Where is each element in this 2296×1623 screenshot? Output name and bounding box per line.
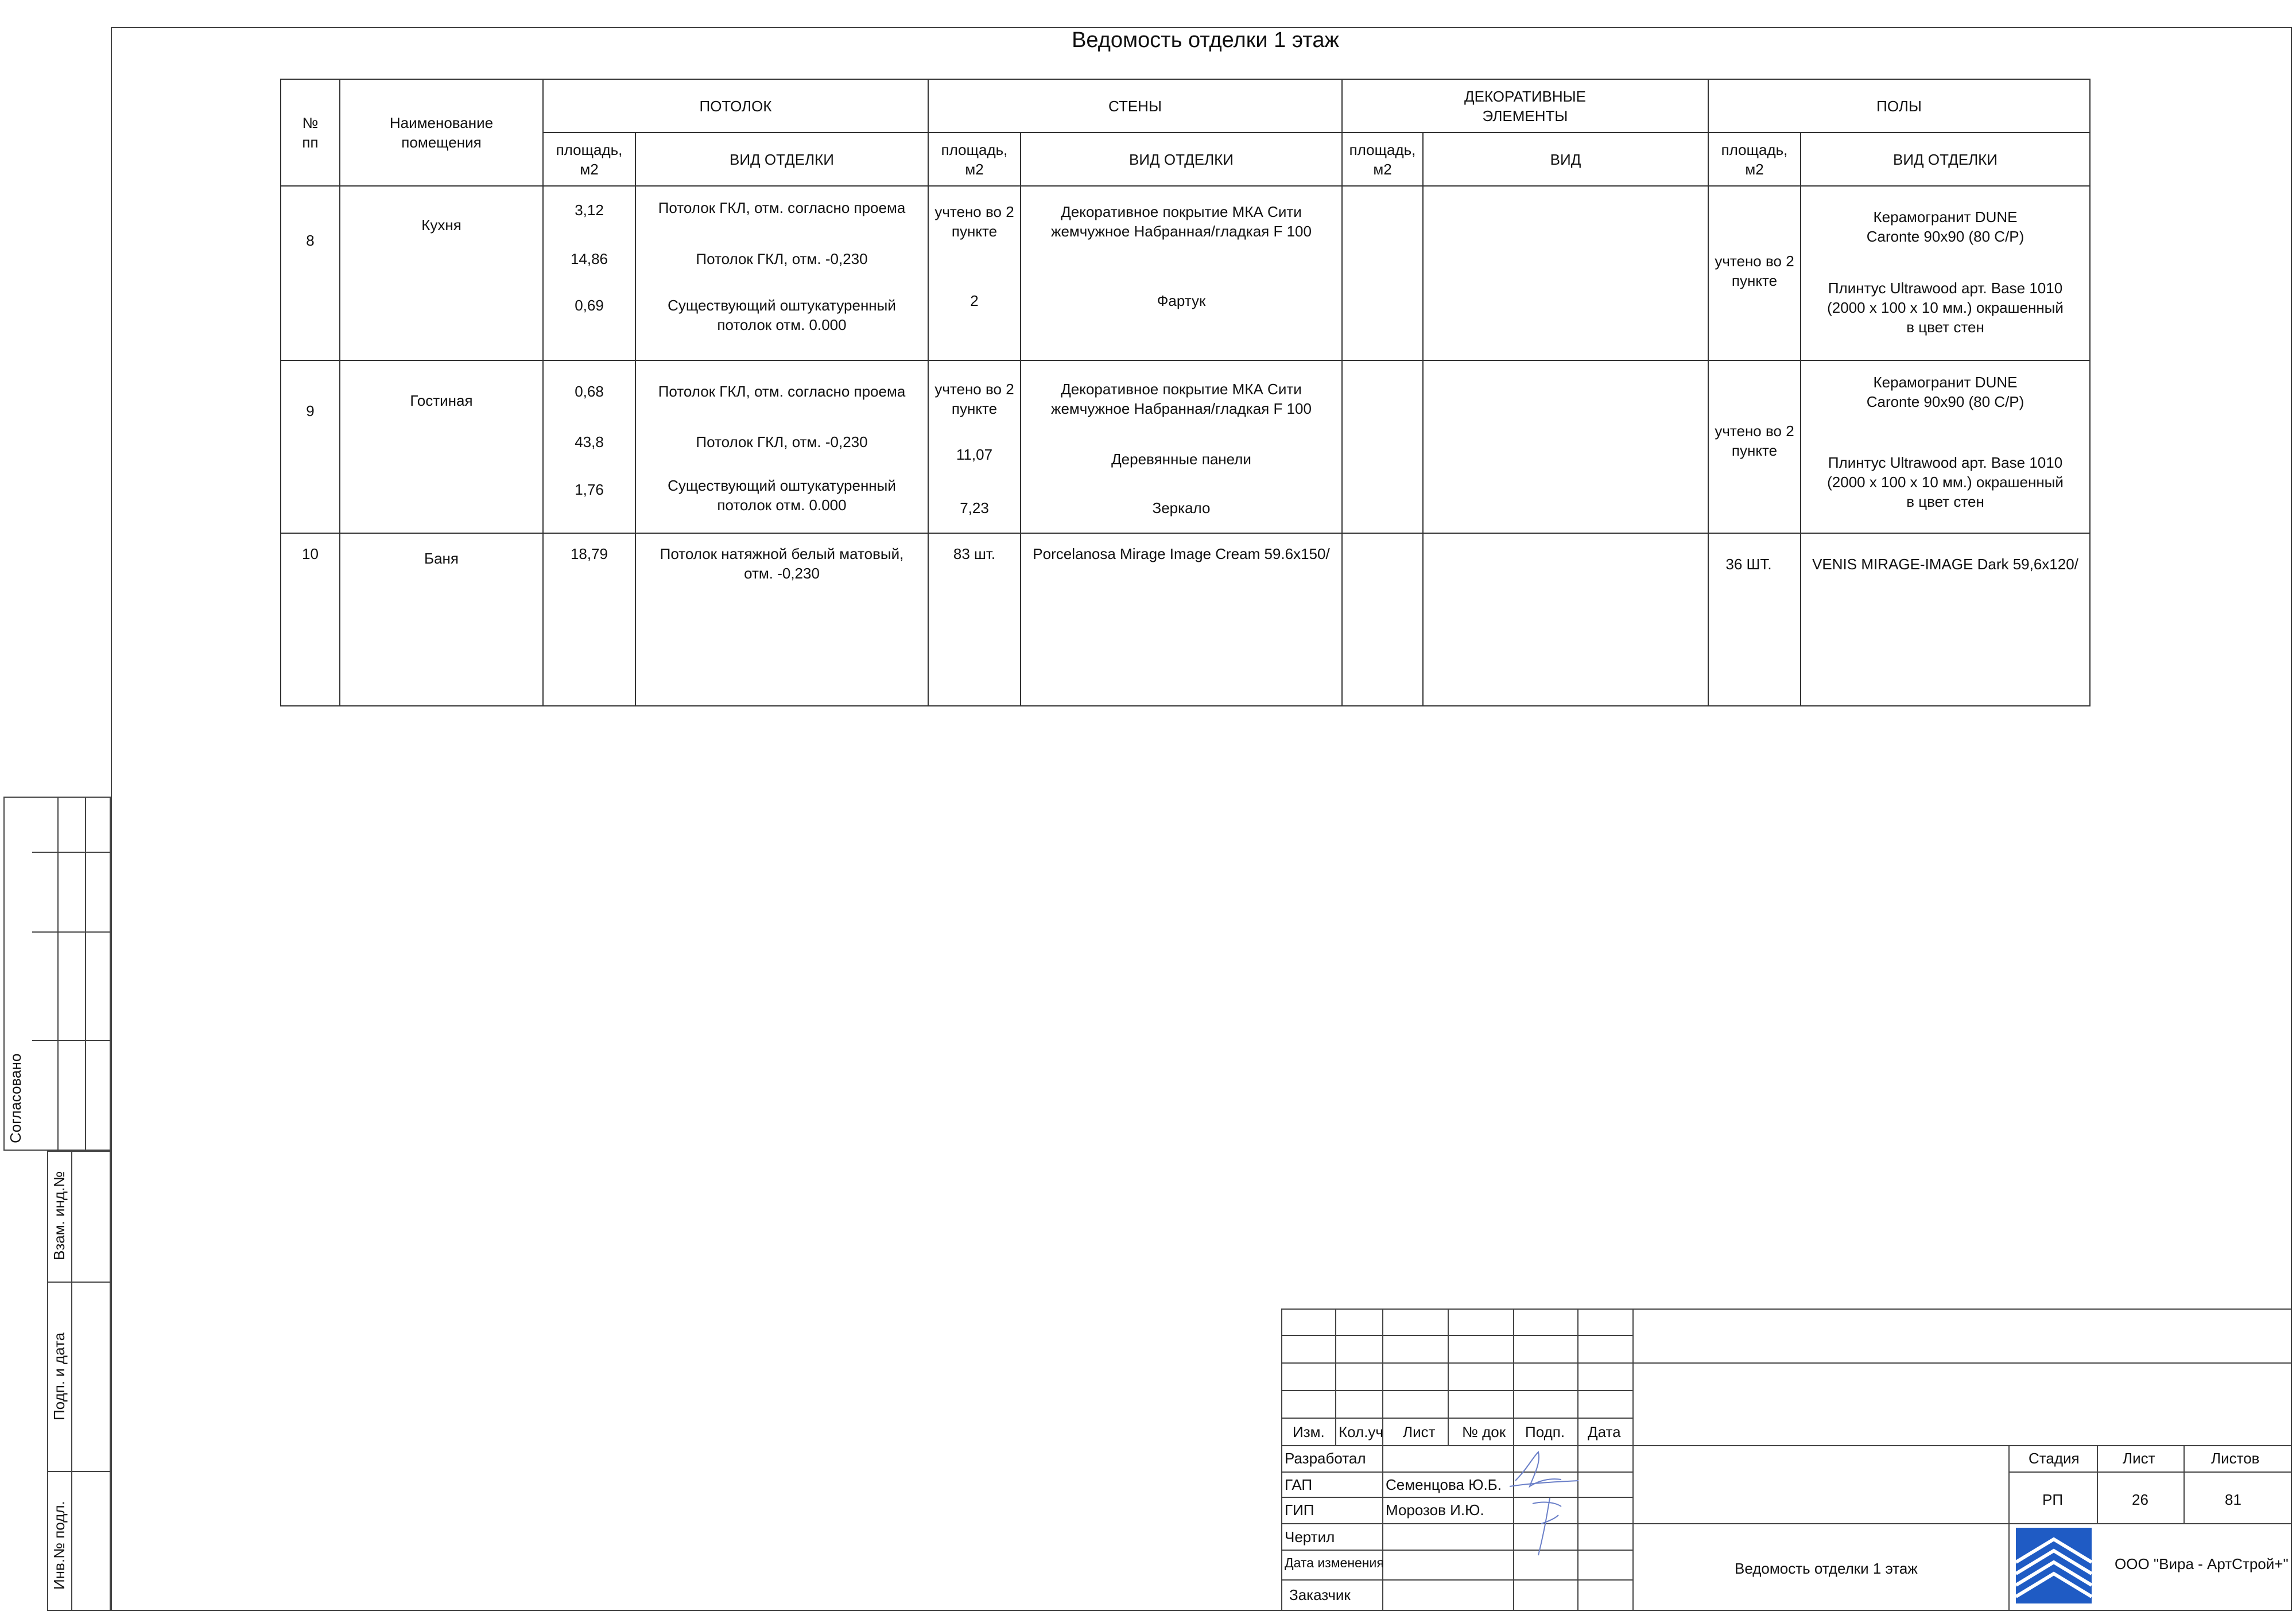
- floors-area: учтено во 2 пункте: [1715, 253, 1794, 289]
- decor-type: [1423, 186, 1708, 360]
- header-floors-finish: ВИД ОТДЕЛКИ: [1801, 133, 2090, 186]
- tb-col-kol: Кол.уч: [1339, 1423, 1383, 1440]
- header-name: Наименование помещения: [340, 79, 543, 186]
- ceiling-finish: Потолок ГКЛ, отм. согласно проема: [658, 383, 906, 400]
- ceiling-area: 0,69: [575, 297, 604, 314]
- ceiling-finish: Потолок натяжной белый матовый, отм. -0,230: [660, 545, 904, 582]
- walls-finish: Декоративное покрытие МКА Сити жемчужное Набранная/гладкая F 100: [1051, 203, 1312, 240]
- floors-area: 36 ШТ.: [1725, 556, 1772, 573]
- agreed-stamp-col: [57, 797, 86, 1151]
- walls-finish: Porcelanosa Mirage Image Cream 59.6x150/: [1033, 545, 1330, 562]
- signature-gap: [1498, 1446, 1584, 1498]
- tb-stage-value: РП: [2042, 1491, 2064, 1508]
- table-row: [281, 360, 2090, 533]
- room-name: Баня: [424, 550, 459, 567]
- tb-sheets-label: Листов: [2211, 1450, 2260, 1467]
- tb-role-customer: Заказчик: [1289, 1586, 1351, 1603]
- walls-finish: Фартук: [1157, 292, 1206, 309]
- ceiling-area: 1,76: [575, 481, 604, 498]
- row-num: 10: [302, 545, 319, 562]
- decor-type: [1423, 533, 1708, 706]
- ceiling-area: 0,68: [575, 383, 604, 400]
- tb-role-gip: ГИП: [1285, 1501, 1314, 1519]
- title-block: [1281, 1309, 2292, 1611]
- room-name: Гостиная: [410, 392, 473, 409]
- room-name: Кухня: [421, 216, 461, 234]
- floors-area: учтено во 2 пункте: [1715, 422, 1794, 459]
- tb-drawing-name: Ведомость отделки 1 этаж: [1735, 1560, 1918, 1577]
- ceiling-finish: Существующий оштукатуренный потолок отм. 0.000: [668, 297, 896, 333]
- finish-schedule-table: [280, 79, 2091, 706]
- walls-area: 11,07: [956, 446, 993, 463]
- tb-col-doc: № док: [1462, 1423, 1506, 1440]
- walls-area: учтено во 2 пункте: [934, 203, 1014, 240]
- walls-area: 83 шт.: [953, 545, 996, 562]
- tb-stage-label: Стадия: [2029, 1450, 2080, 1467]
- walls-area: 2: [970, 292, 979, 309]
- ceiling-area: 14,86: [570, 250, 608, 267]
- walls-finish: Деревянные панели: [1111, 451, 1251, 468]
- floors-finish: Керамогранит DUNE Caronte 90x90 (80 C/P): [1866, 374, 2024, 410]
- tb-gip-name: Морозов И.Ю.: [1386, 1501, 1484, 1519]
- ceiling-finish: Потолок ГКЛ, отм. -0,230: [696, 433, 868, 451]
- header-decor-type: ВИД: [1423, 133, 1708, 186]
- walls-area: 7,23: [960, 499, 989, 517]
- table-row: [281, 533, 2090, 706]
- table-row: [281, 186, 2090, 360]
- floors-finish: Керамогранит DUNE Caronte 90x90 (80 C/P): [1866, 208, 2024, 245]
- decor-area: [1342, 533, 1423, 706]
- tb-sheets-value: 81: [2225, 1491, 2241, 1508]
- tb-col-izm: Изм.: [1293, 1423, 1325, 1440]
- ceiling-area: 3,12: [575, 201, 604, 219]
- sheet-title: Ведомость отделки 1 этаж: [1072, 28, 1339, 52]
- header-decor: ДЕКОРАТИВНЫЕ ЭЛЕМЕНТЫ: [1342, 79, 1708, 133]
- ceiling-finish: Потолок ГКЛ, отм. -0,230: [696, 250, 868, 267]
- ceiling-area: 43,8: [575, 433, 604, 451]
- header-walls-area: площадь, м2: [928, 133, 1021, 186]
- ceiling-area: 18,79: [570, 545, 608, 562]
- decor-area: [1342, 360, 1423, 533]
- row-num: 8: [306, 232, 315, 249]
- header-ceiling: ПОТОЛОК: [543, 79, 928, 133]
- tb-role-drawn: Чертил: [1285, 1528, 1335, 1546]
- floors-finish: VENIS MIRAGE-IMAGE Dark 59,6x120/: [1812, 556, 2078, 573]
- inv-orig-label: Инв.№ подл.: [51, 1501, 68, 1590]
- tb-role-change-date: Дата изменения: [1285, 1555, 1384, 1570]
- walls-finish: Декоративное покрытие МКА Сити жемчужное Набранная/гладкая F 100: [1051, 380, 1312, 417]
- ceiling-finish: Существующий оштукатуренный потолок отм. 0.000: [668, 477, 896, 514]
- tb-role-developer: Разработал: [1285, 1450, 1366, 1467]
- header-ceiling-area: площадь, м2: [543, 133, 635, 186]
- header-decor-area: площадь, м2: [1342, 133, 1423, 186]
- company-logo: [2016, 1528, 2092, 1603]
- signature-gip: [1521, 1492, 1573, 1561]
- tb-sheet-label: Лист: [2123, 1450, 2155, 1467]
- tb-role-gap: ГАП: [1285, 1476, 1313, 1493]
- tb-col-sign: Подп.: [1525, 1423, 1565, 1440]
- ceiling-finish: Потолок ГКЛ, отм. согласно проема: [658, 199, 906, 216]
- floors-finish: Плинтус Ultrawood арт. Base 1010 (2000 х 100 х 10 мм.) окрашенный в цвет стен: [1827, 454, 2064, 510]
- header-floors: ПОЛЫ: [1708, 79, 2090, 133]
- walls-finish: Зеркало: [1152, 499, 1211, 517]
- header-floors-area: площадь, м2: [1708, 133, 1801, 186]
- tb-company: ООО "Вира - АртСтрой+": [2115, 1555, 2289, 1572]
- agreed-label: Согласовано: [7, 1053, 24, 1143]
- header-num: № пп: [281, 79, 340, 186]
- header-walls-finish: ВИД ОТДЕЛКИ: [1021, 133, 1342, 186]
- row-num: 9: [306, 402, 315, 420]
- sign-date-label: Подп. и дата: [51, 1332, 68, 1420]
- replace-inv-label: Взам. инд.№: [51, 1171, 68, 1260]
- walls-area: учтено во 2 пункте: [934, 380, 1014, 417]
- floors-finish: Плинтус Ultrawood арт. Base 1010 (2000 х 100 х 10 мм.) окрашенный в цвет стен: [1827, 279, 2064, 336]
- header-ceiling-finish: ВИД ОТДЕЛКИ: [635, 133, 928, 186]
- decor-type: [1423, 360, 1708, 533]
- tb-col-date: Дата: [1588, 1423, 1621, 1440]
- tb-gap-name: Семенцова Ю.Б.: [1386, 1476, 1502, 1493]
- tb-sheet-value: 26: [2132, 1491, 2148, 1508]
- decor-area: [1342, 186, 1423, 360]
- header-walls: СТЕНЫ: [928, 79, 1342, 133]
- tb-col-list: Лист: [1403, 1423, 1436, 1440]
